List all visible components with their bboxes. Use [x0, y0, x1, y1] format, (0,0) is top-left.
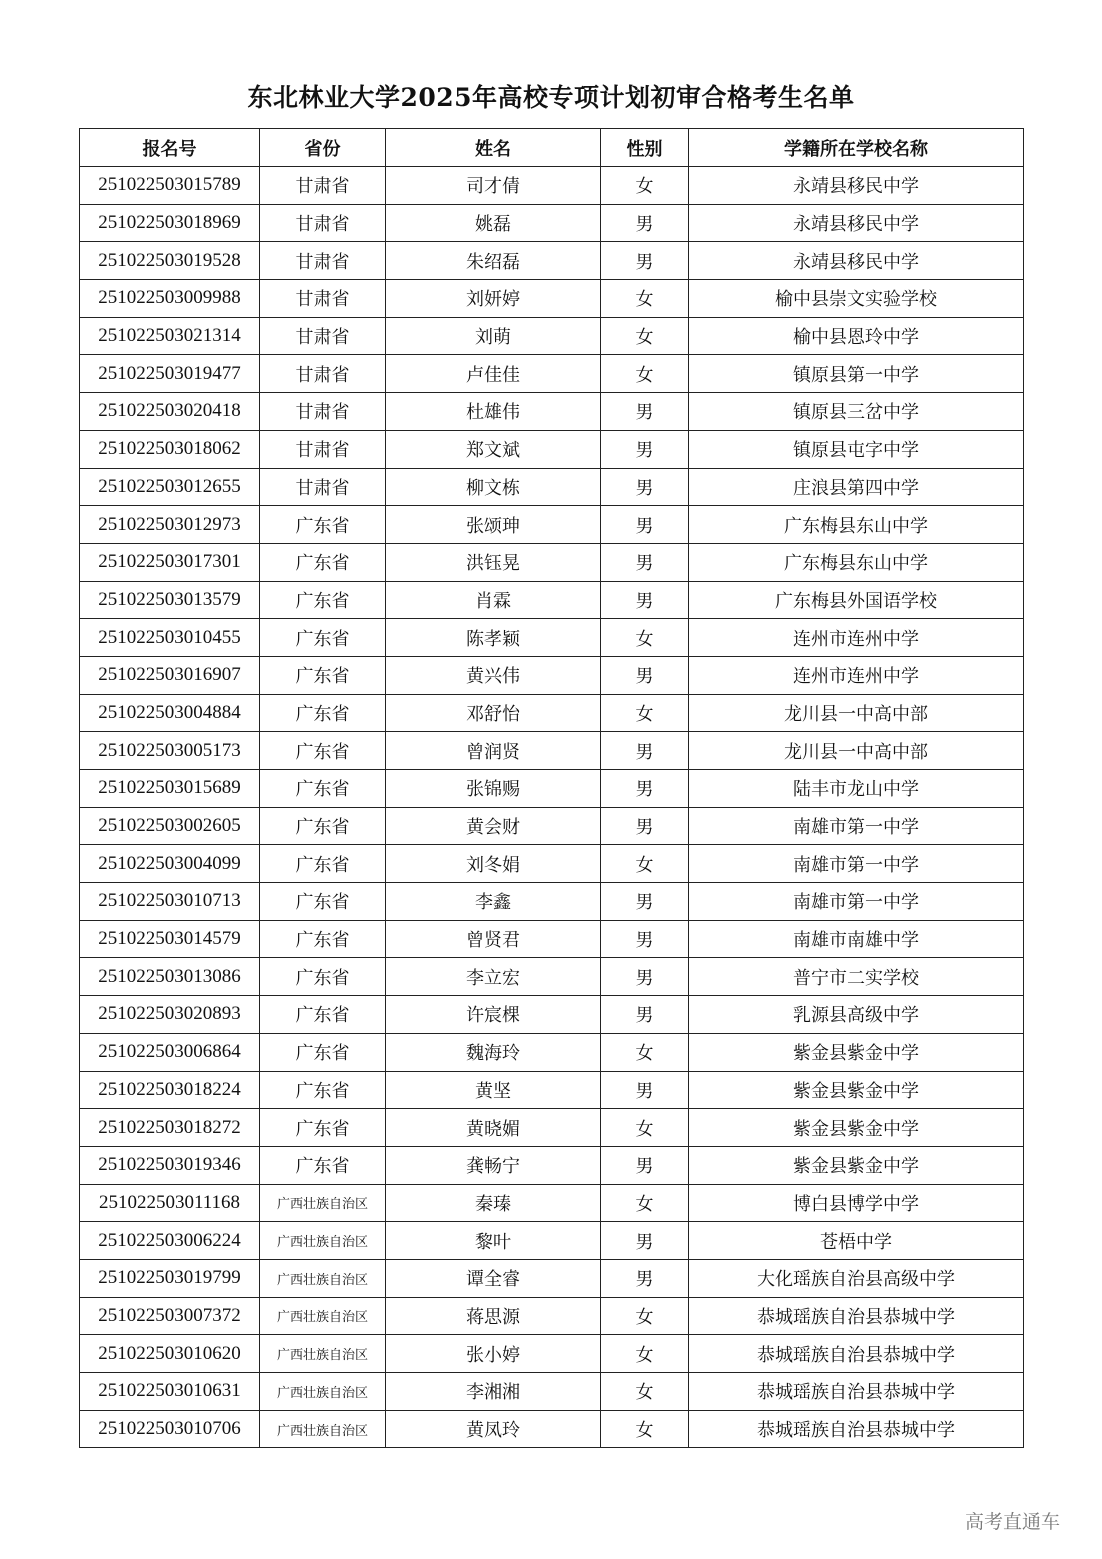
school-name-cell: 恭城瑶族自治县恭城中学	[689, 1335, 1024, 1373]
registration-number-cell: 251022503014579	[80, 920, 260, 958]
province-cell: 甘肃省	[260, 393, 386, 431]
gender-cell: 女	[601, 1184, 689, 1222]
student-name-cell: 郑文斌	[386, 430, 601, 468]
gender-cell: 男	[601, 581, 689, 619]
table-row	[80, 694, 1024, 732]
table-row	[80, 883, 1024, 921]
table-header-row	[80, 129, 1024, 167]
province-cell: 广东省	[260, 694, 386, 732]
registration-number-cell: 251022503020893	[80, 996, 260, 1034]
student-name-cell: 秦瑧	[386, 1184, 601, 1222]
table-row	[80, 958, 1024, 996]
registration-number-cell: 251022503010713	[80, 883, 260, 921]
table-row	[80, 1109, 1024, 1147]
table-row	[80, 543, 1024, 581]
registration-number-cell: 251022503018272	[80, 1109, 260, 1147]
province-cell: 广东省	[260, 1109, 386, 1147]
student-name-cell: 黎叶	[386, 1222, 601, 1260]
student-name-cell: 张锦赐	[386, 770, 601, 808]
gender-cell: 女	[601, 1033, 689, 1071]
gender-cell: 女	[601, 1335, 689, 1373]
registration-number-cell: 251022503018969	[80, 204, 260, 242]
province-cell: 广东省	[260, 958, 386, 996]
province-cell: 甘肃省	[260, 242, 386, 280]
table-row	[80, 807, 1024, 845]
student-name-cell: 龚畅宁	[386, 1146, 601, 1184]
registration-number-cell: 251022503015789	[80, 167, 260, 205]
school-name-cell: 博白县博学中学	[689, 1184, 1024, 1222]
student-name-cell: 杜雄伟	[386, 393, 601, 431]
school-name-cell: 南雄市南雄中学	[689, 920, 1024, 958]
registration-number-cell: 251022503004884	[80, 694, 260, 732]
school-name-cell: 南雄市第一中学	[689, 807, 1024, 845]
registration-number-cell: 251022503002605	[80, 807, 260, 845]
school-name-cell: 广东梅县东山中学	[689, 543, 1024, 581]
province-cell: 广西壮族自治区	[260, 1184, 386, 1222]
header-school: 学籍所在学校名称	[689, 129, 1024, 167]
school-name-cell: 南雄市第一中学	[689, 845, 1024, 883]
registration-number-cell: 251022503016907	[80, 656, 260, 694]
table-row	[80, 845, 1024, 883]
gender-cell: 女	[601, 1109, 689, 1147]
school-name-cell: 龙川县一中高中部	[689, 694, 1024, 732]
province-cell: 甘肃省	[260, 355, 386, 393]
province-cell: 广东省	[260, 581, 386, 619]
gender-cell: 男	[601, 958, 689, 996]
table-row	[80, 506, 1024, 544]
header-province: 省份	[260, 129, 386, 167]
school-name-cell: 紫金县紫金中学	[689, 1033, 1024, 1071]
table-row	[80, 1410, 1024, 1448]
gender-cell: 男	[601, 883, 689, 921]
student-name-cell: 谭全睿	[386, 1259, 601, 1297]
school-name-cell: 镇原县第一中学	[689, 355, 1024, 393]
gender-cell: 男	[601, 920, 689, 958]
table-row	[80, 317, 1024, 355]
school-name-cell: 紫金县紫金中学	[689, 1071, 1024, 1109]
table-row	[80, 996, 1024, 1034]
student-name-cell: 刘妍婷	[386, 280, 601, 318]
school-name-cell: 恭城瑶族自治县恭城中学	[689, 1410, 1024, 1448]
student-name-cell: 洪钰晃	[386, 543, 601, 581]
table-row	[80, 619, 1024, 657]
school-name-cell: 永靖县移民中学	[689, 242, 1024, 280]
table-row	[80, 1184, 1024, 1222]
province-cell: 广西壮族自治区	[260, 1222, 386, 1260]
table-row	[80, 167, 1024, 205]
student-name-cell: 曾贤君	[386, 920, 601, 958]
school-name-cell: 永靖县移民中学	[689, 204, 1024, 242]
registration-number-cell: 251022503006864	[80, 1033, 260, 1071]
school-name-cell: 龙川县一中高中部	[689, 732, 1024, 770]
gender-cell: 女	[601, 1373, 689, 1411]
registration-number-cell: 251022503012655	[80, 468, 260, 506]
province-cell: 甘肃省	[260, 167, 386, 205]
table-row	[80, 1033, 1024, 1071]
province-cell: 广东省	[260, 656, 386, 694]
school-name-cell: 南雄市第一中学	[689, 883, 1024, 921]
registration-number-cell: 251022503019346	[80, 1146, 260, 1184]
registration-number-cell: 251022503011168	[80, 1184, 260, 1222]
school-name-cell: 榆中县恩玲中学	[689, 317, 1024, 355]
school-name-cell: 庄浪县第四中学	[689, 468, 1024, 506]
registration-number-cell: 251022503017301	[80, 543, 260, 581]
province-cell: 甘肃省	[260, 317, 386, 355]
gender-cell: 男	[601, 732, 689, 770]
candidate-table	[79, 128, 1024, 1448]
gender-cell: 男	[601, 996, 689, 1034]
school-name-cell: 连州市连州中学	[689, 656, 1024, 694]
student-name-cell: 卢佳佳	[386, 355, 601, 393]
document-title: 东北林业大学2025年高校专项计划初审合格考生名单	[247, 83, 855, 112]
table-row	[80, 1259, 1024, 1297]
registration-number-cell: 251022503010620	[80, 1335, 260, 1373]
student-name-cell: 邓舒怡	[386, 694, 601, 732]
header-name: 姓名	[386, 129, 601, 167]
table-row	[80, 1297, 1024, 1335]
table-row	[80, 468, 1024, 506]
student-name-cell: 陈孝颖	[386, 619, 601, 657]
gender-cell: 女	[601, 167, 689, 205]
student-name-cell: 黄坚	[386, 1071, 601, 1109]
table-row	[80, 920, 1024, 958]
student-name-cell: 李鑫	[386, 883, 601, 921]
gender-cell: 女	[601, 317, 689, 355]
gender-cell: 女	[601, 694, 689, 732]
table-row	[80, 656, 1024, 694]
gender-cell: 男	[601, 1071, 689, 1109]
gender-cell: 男	[601, 1222, 689, 1260]
registration-number-cell: 251022503010631	[80, 1373, 260, 1411]
registration-number-cell: 251022503018224	[80, 1071, 260, 1109]
school-name-cell: 乳源县高级中学	[689, 996, 1024, 1034]
gender-cell: 男	[601, 1146, 689, 1184]
school-name-cell: 广东梅县外国语学校	[689, 581, 1024, 619]
table-row	[80, 1222, 1024, 1260]
student-name-cell: 肖霖	[386, 581, 601, 619]
student-name-cell: 蒋思源	[386, 1297, 601, 1335]
gender-cell: 男	[601, 242, 689, 280]
registration-number-cell: 251022503019528	[80, 242, 260, 280]
registration-number-cell: 251022503005173	[80, 732, 260, 770]
table-row	[80, 1146, 1024, 1184]
table-row	[80, 355, 1024, 393]
gender-cell: 男	[601, 770, 689, 808]
registration-number-cell: 251022503013086	[80, 958, 260, 996]
student-name-cell: 刘萌	[386, 317, 601, 355]
registration-number-cell: 251022503021314	[80, 317, 260, 355]
province-cell: 广东省	[260, 920, 386, 958]
student-name-cell: 朱绍磊	[386, 242, 601, 280]
gender-cell: 女	[601, 280, 689, 318]
header-gender: 性别	[601, 129, 689, 167]
table-row	[80, 1335, 1024, 1373]
student-name-cell: 魏海玲	[386, 1033, 601, 1071]
registration-number-cell: 251022503019799	[80, 1259, 260, 1297]
registration-number-cell: 251022503012973	[80, 506, 260, 544]
school-name-cell: 榆中县崇文实验学校	[689, 280, 1024, 318]
province-cell: 广东省	[260, 845, 386, 883]
student-name-cell: 李立宏	[386, 958, 601, 996]
province-cell: 广西壮族自治区	[260, 1259, 386, 1297]
table-row	[80, 581, 1024, 619]
school-name-cell: 永靖县移民中学	[689, 167, 1024, 205]
province-cell: 广西壮族自治区	[260, 1335, 386, 1373]
gender-cell: 男	[601, 393, 689, 431]
gender-cell: 女	[601, 619, 689, 657]
registration-number-cell: 251022503007372	[80, 1297, 260, 1335]
registration-number-cell: 251022503020418	[80, 393, 260, 431]
table-row	[80, 1373, 1024, 1411]
registration-number-cell: 251022503015689	[80, 770, 260, 808]
school-name-cell: 陆丰市龙山中学	[689, 770, 1024, 808]
registration-number-cell: 251022503010706	[80, 1410, 260, 1448]
province-cell: 甘肃省	[260, 430, 386, 468]
school-name-cell: 广东梅县东山中学	[689, 506, 1024, 544]
gender-cell: 男	[601, 204, 689, 242]
watermark: 高考直通车	[965, 1511, 1061, 1533]
province-cell: 甘肃省	[260, 204, 386, 242]
school-name-cell: 连州市连州中学	[689, 619, 1024, 657]
school-name-cell: 普宁市二实学校	[689, 958, 1024, 996]
student-name-cell: 姚磊	[386, 204, 601, 242]
province-cell: 广东省	[260, 732, 386, 770]
province-cell: 广东省	[260, 996, 386, 1034]
table-row	[80, 204, 1024, 242]
province-cell: 广东省	[260, 883, 386, 921]
province-cell: 广东省	[260, 619, 386, 657]
registration-number-cell: 251022503018062	[80, 430, 260, 468]
table-row	[80, 732, 1024, 770]
gender-cell: 女	[601, 845, 689, 883]
gender-cell: 男	[601, 543, 689, 581]
student-name-cell: 李湘湘	[386, 1373, 601, 1411]
school-name-cell: 镇原县屯字中学	[689, 430, 1024, 468]
student-name-cell: 司才倩	[386, 167, 601, 205]
province-cell: 广西壮族自治区	[260, 1410, 386, 1448]
school-name-cell: 紫金县紫金中学	[689, 1109, 1024, 1147]
table-row	[80, 280, 1024, 318]
gender-cell: 男	[601, 656, 689, 694]
gender-cell: 女	[601, 355, 689, 393]
gender-cell: 女	[601, 1410, 689, 1448]
gender-cell: 男	[601, 807, 689, 845]
registration-number-cell: 251022503010455	[80, 619, 260, 657]
table-row	[80, 430, 1024, 468]
gender-cell: 男	[601, 506, 689, 544]
gender-cell: 男	[601, 1259, 689, 1297]
province-cell: 广西壮族自治区	[260, 1297, 386, 1335]
school-name-cell: 恭城瑶族自治县恭城中学	[689, 1297, 1024, 1335]
table-row	[80, 242, 1024, 280]
student-name-cell: 张小婷	[386, 1335, 601, 1373]
province-cell: 广东省	[260, 807, 386, 845]
school-name-cell: 大化瑶族自治县高级中学	[689, 1259, 1024, 1297]
registration-number-cell: 251022503009988	[80, 280, 260, 318]
province-cell: 广东省	[260, 770, 386, 808]
school-name-cell: 镇原县三岔中学	[689, 393, 1024, 431]
student-name-cell: 黄晓媚	[386, 1109, 601, 1147]
province-cell: 广东省	[260, 1146, 386, 1184]
table-row	[80, 1071, 1024, 1109]
province-cell: 广东省	[260, 1071, 386, 1109]
student-name-cell: 许宸棵	[386, 996, 601, 1034]
student-name-cell: 曾润贤	[386, 732, 601, 770]
registration-number-cell: 251022503004099	[80, 845, 260, 883]
gender-cell: 女	[601, 1297, 689, 1335]
student-name-cell: 张颂珅	[386, 506, 601, 544]
student-name-cell: 柳文栋	[386, 468, 601, 506]
province-cell: 甘肃省	[260, 468, 386, 506]
header-registration-number: 报名号	[80, 129, 260, 167]
gender-cell: 男	[601, 468, 689, 506]
registration-number-cell: 251022503019477	[80, 355, 260, 393]
student-name-cell: 刘冬娟	[386, 845, 601, 883]
table-row	[80, 393, 1024, 431]
table-row	[80, 770, 1024, 808]
school-name-cell: 恭城瑶族自治县恭城中学	[689, 1373, 1024, 1411]
school-name-cell: 苍梧中学	[689, 1222, 1024, 1260]
province-cell: 广东省	[260, 543, 386, 581]
gender-cell: 男	[601, 430, 689, 468]
province-cell: 广东省	[260, 506, 386, 544]
student-name-cell: 黄凤玲	[386, 1410, 601, 1448]
registration-number-cell: 251022503006224	[80, 1222, 260, 1260]
province-cell: 广西壮族自治区	[260, 1373, 386, 1411]
province-cell: 甘肃省	[260, 280, 386, 318]
student-name-cell: 黄会财	[386, 807, 601, 845]
school-name-cell: 紫金县紫金中学	[689, 1146, 1024, 1184]
registration-number-cell: 251022503013579	[80, 581, 260, 619]
student-name-cell: 黄兴伟	[386, 656, 601, 694]
province-cell: 广东省	[260, 1033, 386, 1071]
